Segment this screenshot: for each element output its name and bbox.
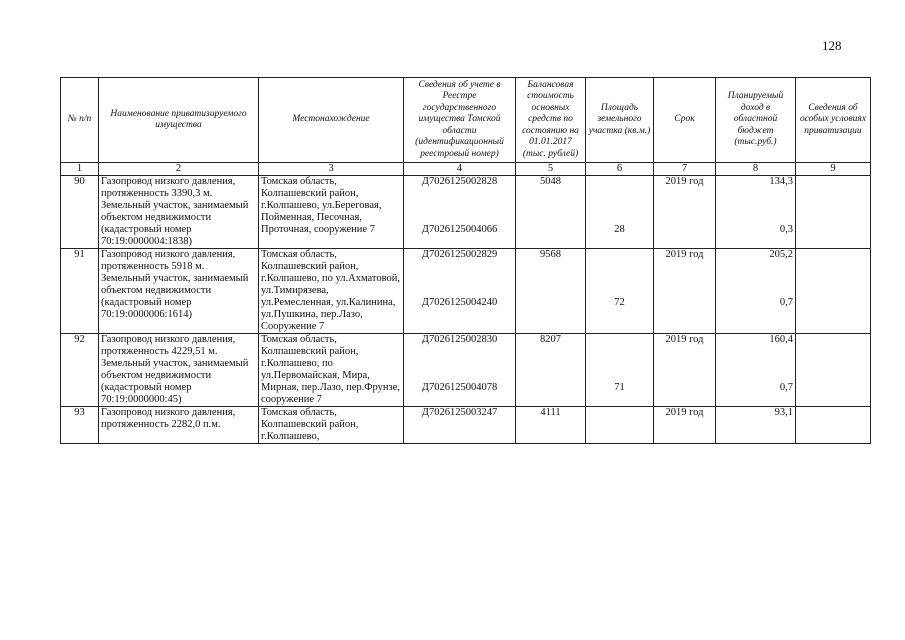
land-plot-name: Земельный участок, занимаемый объектом недвижимости (кадастровый номер 70:19:0000000:45) <box>101 358 249 405</box>
column-number: 2 <box>99 163 259 176</box>
property-name: Газопровод низкого давления, протяженность 2282,0 п.м. <box>101 407 236 430</box>
income-cell <box>716 334 796 407</box>
property-name: Газопровод низкого давления, протяженность 5918 м. <box>101 249 236 272</box>
registry-number: Д7026125002829 <box>421 249 498 260</box>
income-value: 134,3 <box>769 176 793 187</box>
conditions-value <box>796 334 871 407</box>
registry-cell <box>404 334 516 407</box>
table-row <box>61 407 871 444</box>
registry-number: Д7026125004066 <box>421 224 498 235</box>
header-area: Площадь земельного участка (кв.м.) <box>586 78 654 163</box>
location: Томская область, Колпашевский район, г.Колпашево, <box>259 407 404 444</box>
column-number: 8 <box>716 163 796 176</box>
property-name-cell <box>99 249 259 334</box>
income-value: 0,3 <box>779 224 793 235</box>
header-term: Срок <box>654 78 716 163</box>
header-conditions: Сведения об особых условиях приватизации <box>796 78 871 163</box>
table-row <box>61 176 871 249</box>
page-number: 128 <box>822 38 842 53</box>
area-cell <box>586 249 654 334</box>
area-value: 28 <box>614 224 625 235</box>
income-value: 0,7 <box>779 382 793 393</box>
header-num: № п/п <box>61 78 99 163</box>
income-value: 205,2 <box>769 249 793 260</box>
income-cell <box>716 407 796 444</box>
income-cell <box>716 176 796 249</box>
header-balance: Балансовая стоимость основных средств по состоянию на 01.01.2017 (тыс. рублей) <box>516 78 586 163</box>
term-value: 2019 год <box>654 176 716 249</box>
header-location: Местонахождение <box>259 78 404 163</box>
balance-value: 5048 <box>516 176 586 249</box>
column-number: 6 <box>586 163 654 176</box>
balance-value: 9568 <box>516 249 586 334</box>
location: Томская область, Колпашевский район, г.Колпашево, ул.Береговая, Пойменная, Песочная, Проточная, сооружение 7 <box>259 176 404 249</box>
registry-number: Д7026125002828 <box>421 176 498 187</box>
table-row <box>61 334 871 407</box>
location: Томская область, Колпашевский район, г.Колпашево, по ул.Ахматовой, ул.Тимирязева, ул.Ремесленная, ул.Калинина, ул.Пушкина, пер.Лазо, Сооружение 7 <box>259 249 404 334</box>
land-plot-name: Земельный участок, занимаемый объектом недвижимости (кадастровый номер 70:19:0000004:1838) <box>101 200 249 247</box>
row-num: 91 <box>61 249 99 334</box>
column-number: 4 <box>404 163 516 176</box>
column-number-row <box>61 163 871 176</box>
area-value: 72 <box>614 297 625 308</box>
row-num: 93 <box>61 407 99 444</box>
column-number: 3 <box>259 163 404 176</box>
term-value: 2019 год <box>654 249 716 334</box>
conditions-value <box>796 407 871 444</box>
property-name: Газопровод низкого давления, протяженность 4229,51 м. <box>101 334 236 357</box>
registry-cell <box>404 176 516 249</box>
income-cell <box>716 249 796 334</box>
registry-cell <box>404 249 516 334</box>
property-name-cell <box>99 407 259 444</box>
area-value: 71 <box>614 382 625 393</box>
income-value: 160,4 <box>769 334 793 345</box>
property-name-cell <box>99 334 259 407</box>
registry-number: Д7026125003247 <box>421 407 498 418</box>
area-value <box>586 407 654 444</box>
term-value: 2019 год <box>654 334 716 407</box>
balance-value: 4111 <box>516 407 586 444</box>
row-num: 92 <box>61 334 99 407</box>
area-cell <box>586 334 654 407</box>
header-registry: Сведения об учете в Реестре государственного имущества Томской области (идентификационный реестровый номер) <box>404 78 516 163</box>
registry-number: Д7026125004078 <box>421 382 498 393</box>
area-cell <box>586 176 654 249</box>
column-number: 7 <box>654 163 716 176</box>
conditions-value <box>796 176 871 249</box>
income-value: 0,7 <box>779 297 793 308</box>
header-row <box>61 78 871 163</box>
row-num: 90 <box>61 176 99 249</box>
land-plot-name: Земельный участок, занимаемый объектом недвижимости (кадастровый номер 70:19:0000006:1614) <box>101 273 249 320</box>
registry-number: Д7026125002830 <box>421 334 498 345</box>
income-value: 93,1 <box>774 407 793 418</box>
conditions-value <box>796 249 871 334</box>
column-number: 9 <box>796 163 871 176</box>
table-row <box>61 249 871 334</box>
column-number: 1 <box>61 163 99 176</box>
privatization-table <box>60 77 871 444</box>
registry-number: Д7026125004240 <box>421 297 498 308</box>
balance-value: 8207 <box>516 334 586 407</box>
location: Томская область, Колпашевский район, г.Колпашево, по ул.Первомайская, Мира, Мирная, пер.Лазо, пер.Фрунзе, сооружение 7 <box>259 334 404 407</box>
header-income: Планируемый доход в областной бюджет (тыс.руб.) <box>716 78 796 163</box>
column-number: 5 <box>516 163 586 176</box>
property-name: Газопровод низкого давления, протяженность 3390,3 м. <box>101 176 236 199</box>
term-value: 2019 год <box>654 407 716 444</box>
header-name: Наименование приватизируемого имущества <box>99 78 259 163</box>
registry-cell <box>404 407 516 444</box>
property-name-cell <box>99 176 259 249</box>
